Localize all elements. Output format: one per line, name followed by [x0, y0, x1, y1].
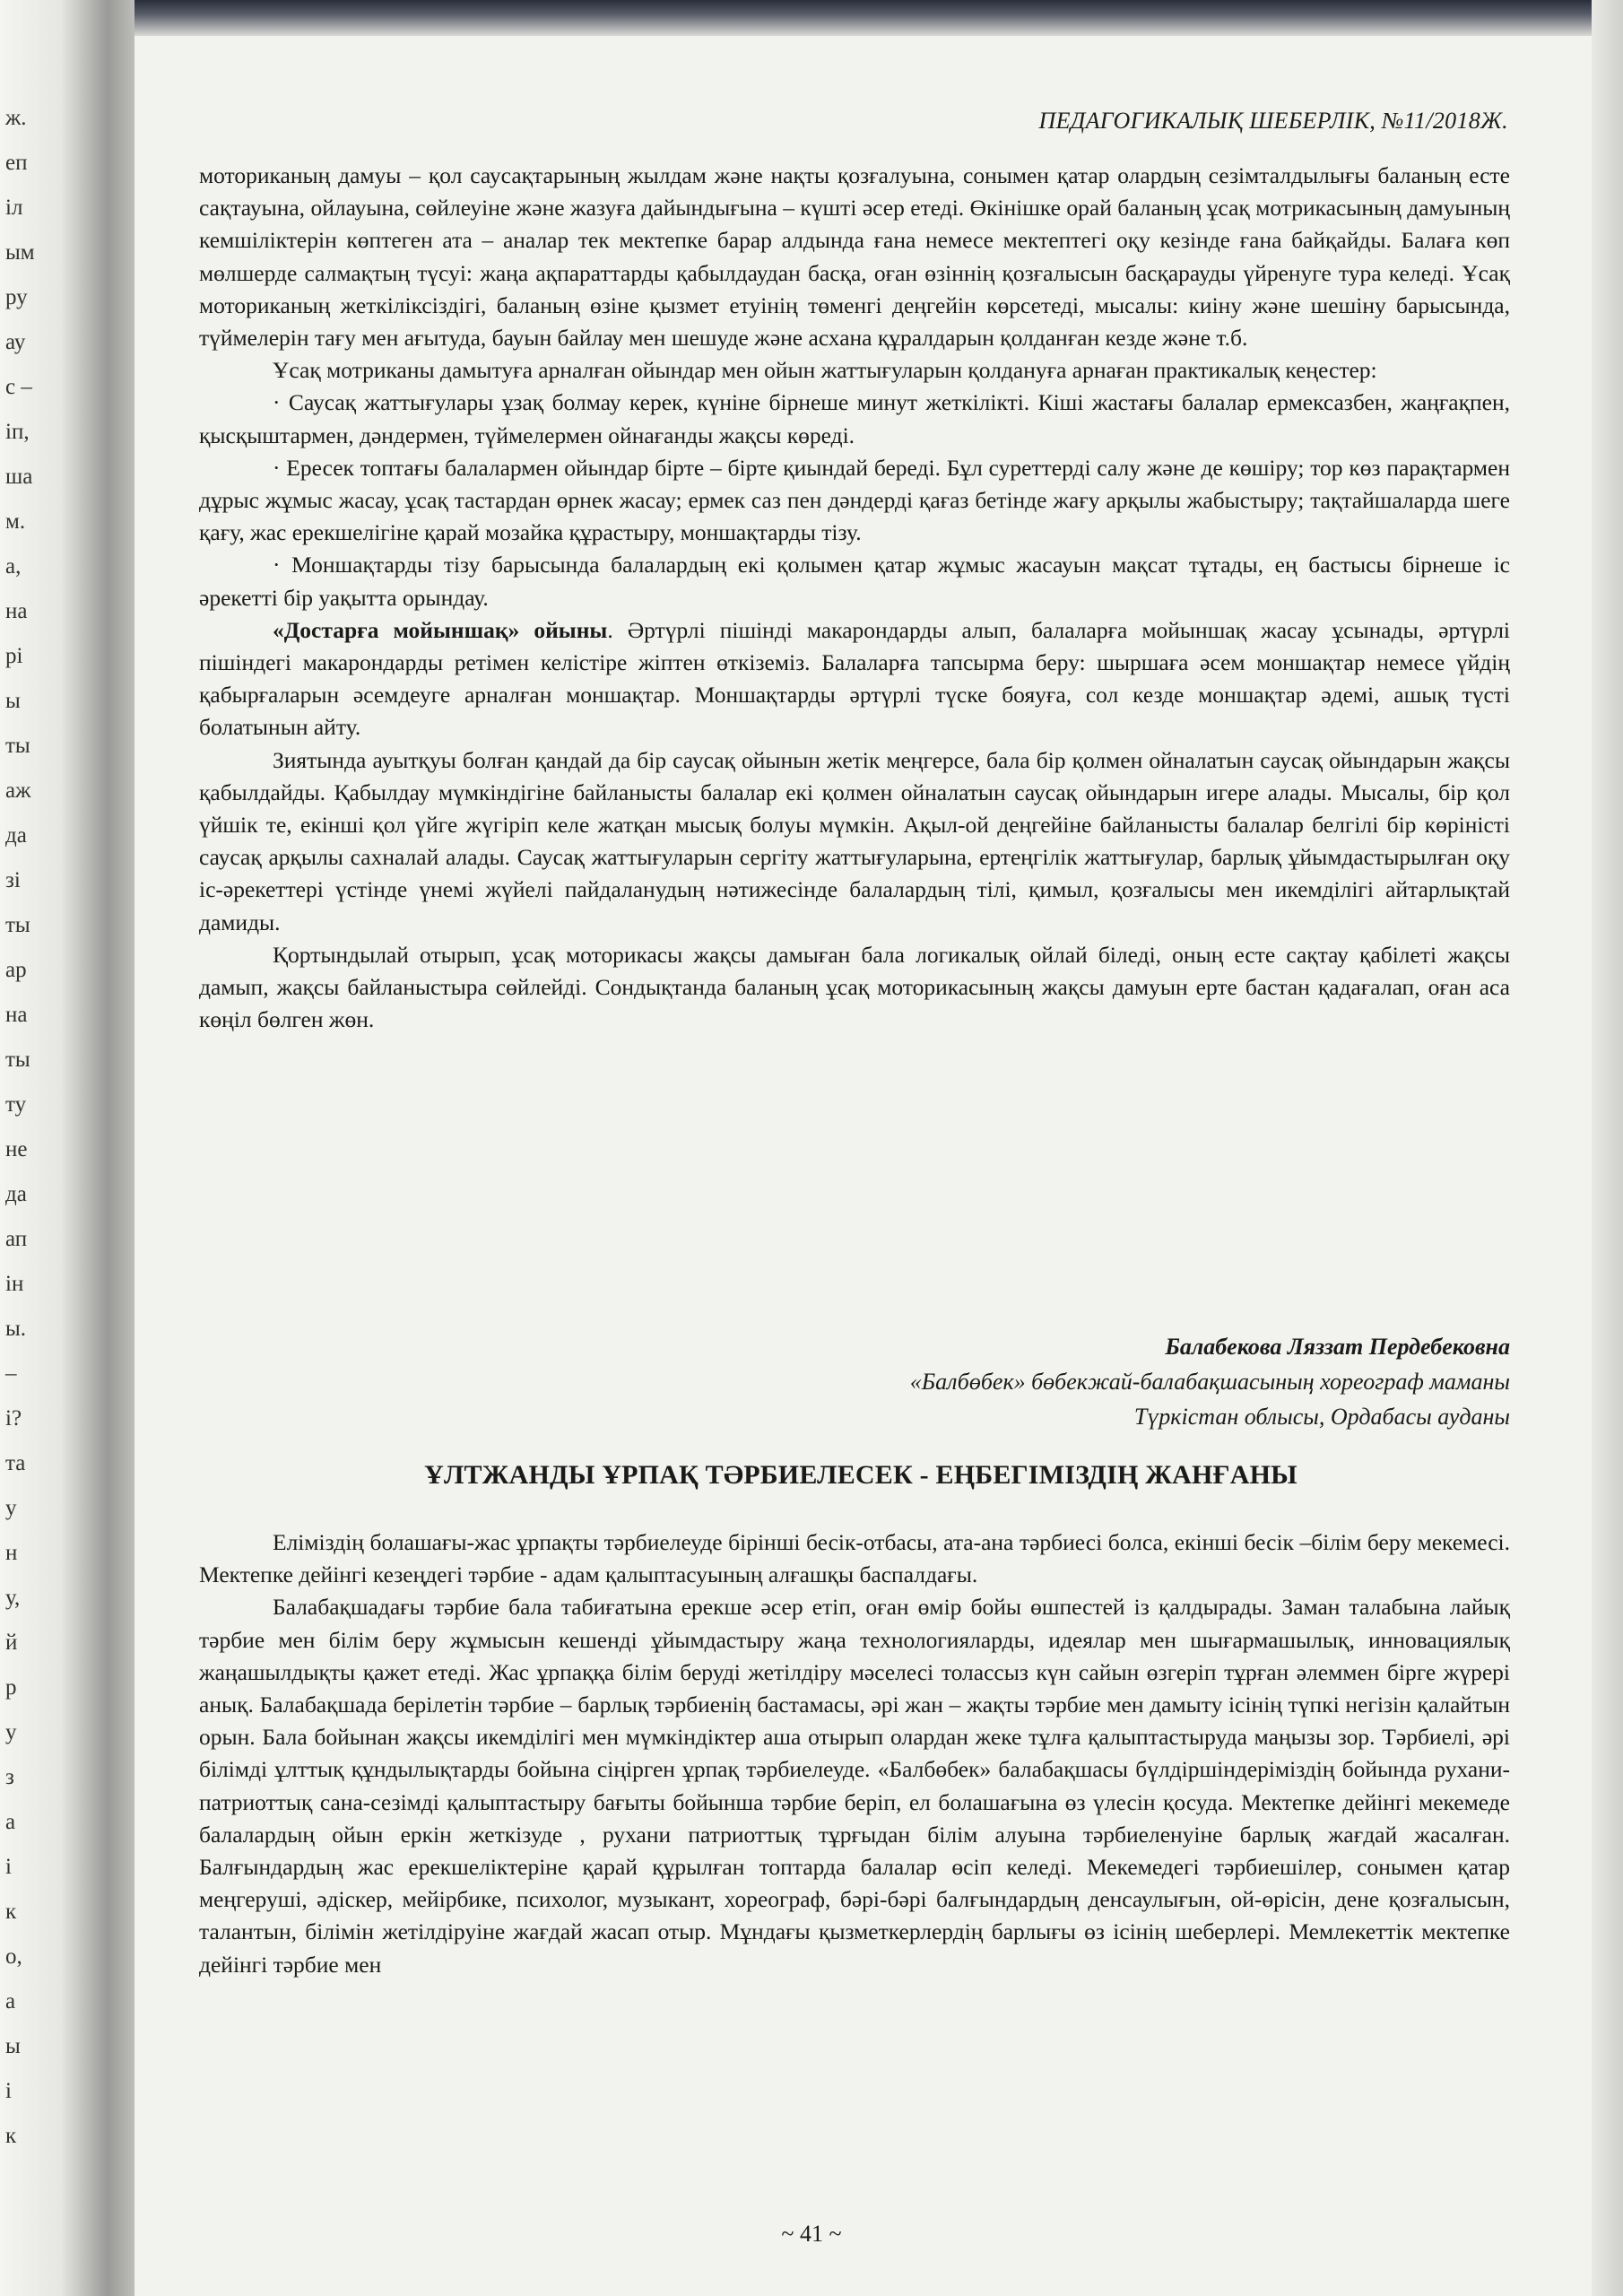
prev-page-fragment: ін [5, 1272, 24, 1296]
page-number: ~ 41 ~ [781, 2221, 842, 2247]
paragraph: моториканың дамуы – қол саусақтарының жылдам және нақты қозғалуына, сонымен қатар олардың сезімталдылығы баланың есте сақтауына, ойлауына, сөйлеуіне және жазуға дайындығына – күшті әсер етеді. Өкінішке орай баланың ұсақ мотрикасының дамуының кемшіліктерін көптеген ата – аналар тек мектепке барар алдында ғана немесе мектептегі оқу кезінде ғана байқайды. Балаға көп мөлшерде салмақтың түсуі: жаңа ақпараттарды қабылдаудан басқа, оған өзіннің қозғалысын басқарауды үйренуге тура келеді. Ұсақ моториканың жеткіліксіздігі, баланың өзіне қызмет етуінің төменгі деңгейін көрсетеді, мысалы: киіну және шешіну барысында, түймелерін тағу мен ағытуда, бауын байлау мен шешуде және асхана құралдарын қолданған кезде және т.б. [199, 162, 1510, 352]
prev-page-fragment: к [5, 1900, 17, 1924]
prev-page-fragment: на [5, 1003, 28, 1027]
prev-page-fragment: ша [5, 465, 33, 489]
paragraph: Қортындылай отырып, ұсақ моторикасы жақсы дамыған бала логикалық ойлай біледі, оның есте сақтау қабілеті жақсы дамып, жақсы байланыстыра сөйлейді. Сондықтанда баланың ұсақ моторикасының жақсы дамуын ерте бастан қадағалап, оған аса көңіл бөлген жөн. [199, 941, 1510, 1033]
prev-page-fragment: іл [5, 196, 23, 220]
prev-page-fragment: ты [5, 913, 30, 937]
prev-page-fragment: зі [5, 868, 21, 892]
author-signature [199, 1329, 1510, 1434]
prev-page-fragment: аж [5, 778, 31, 803]
paragraph: Балабақшадағы тәрбие бала табиғатына ерекше әсер етіп, оған өмір бойы өшпестей із қалдырады. Заман талабына лайық тәрбие мен білім беру жұмысын кешенді ұйымдастыру жаңа технологияларды, идеялар мен шығармашылық, инновациялық жаңашылдықты қажет етеді. Жас ұрпаққа білім беруді жетілдіру мәселесі толассыз күн сайын өзгеріп тұрған әлеммен бірге жүрері анық. Балабақшада берілетін тәрбие – барлық тәрбиенің бастамасы, әрі жан – жақты тәрбие мен дамыту ісінің түпкі негізін қалайтын орын. Бала бойынан жақсы икемділігі мен мүмкіндіктер аша отырып олардан жеке тұлға қалыптастыруда маңызы зор. Тәрбиелі, әрі білімді ұлттық құндылықтарды бойына сіңірген ұрпақ тәрбиелеуде. «Балбөбек» балабақшасы бүлдіршіндеріміздің бойында рухани-патриоттық сана-сезімді қалыптастыру бағыты бойынша тәрбие беріп, ел болашағына өз үлесін қосуда. Мектепке дейінгі мекемеде балалардың ойын еркін жеткізуде , рухани патриоттық тұрғыдан білім алуына тәрбиеленуіне барлық жағдай жасалған. Балғындардың жас ерекшеліктеріне қарай құрылған топтарда балалар өсіп келеді. Мекемедегі тәрбиешілер, сонымен қатар меңгеруші, әдіскер, мейірбике, психолог, музыкант, хореограф, бәрі-бәрі балғындардың денсаулығын, ой-өрісін, дене қозғалысын, талантын, білімін жетілдіруіне жағдай жасап отыр. Мұндағы қызметкерлердің барлығы өз ісінің шеберлері. Мемлекеттік мектепке дейінгі тәрбие мен [199, 1594, 1510, 1978]
prev-page-fragment: й [5, 1631, 18, 1655]
list-item: · Моншақтарды тізу барысында балалардың екі қолымен қатар жұмыс жасауын мақсат тұтады, ең бастысы бірнеше іс әрекетті бір уақытта орындау. [199, 552, 1510, 611]
prev-page-fragment: а [5, 1989, 16, 2013]
prev-page-fragment: рі [5, 644, 23, 668]
prev-page-fragment: ар [5, 958, 27, 982]
prev-page-fragment: на [5, 599, 28, 623]
prev-page-fragment: с – [5, 375, 32, 399]
author-name: Балабекова Ляззат Пердебековна [1165, 1334, 1510, 1360]
prev-page-fragment: з [5, 1765, 14, 1789]
prev-page-fragment: ты [5, 1048, 30, 1072]
prev-page-fragment: ы. [5, 1317, 27, 1341]
paragraph: Ұсақ мотриканы дамытуға арналған ойындар мен ойын жаттығуларын қолдануға арнаған практикалық кеңестер: [273, 357, 1377, 384]
prev-page-fragment: у [5, 1720, 17, 1744]
prev-page-fragment: – [5, 1361, 17, 1386]
paragraph-game [199, 614, 1510, 744]
prev-page-fragment: у, [5, 1586, 21, 1610]
prev-page-fragment: о, [5, 1944, 22, 1969]
prev-page-fragment: ы [5, 689, 21, 713]
prev-page-fragment: ты [5, 734, 30, 758]
prev-page-fragment: а, [5, 554, 22, 578]
prev-page-fragment: і? [5, 1406, 22, 1431]
article2-title: ҰЛТЖАНДЫ ҰРПАҚ ТӘРБИЕЛЕСЕК - ЕҢБЕГІМІЗДІҢ ЖАНҒАНЫ [424, 1460, 1298, 1490]
scan-right-edge [1592, 0, 1623, 2296]
prev-page-fragment: р [5, 1675, 17, 1700]
prev-page-fragment: у [5, 1496, 17, 1520]
prev-page-fragment: м. [5, 509, 26, 534]
prev-page-fragment: да [5, 823, 27, 848]
prev-page-fragment: ру [5, 285, 28, 309]
list-item: · Ересек топтағы балалармен ойындар бірте – бірте қиындай береді. Бұл суреттерді салу және де көшіру; тор көз парақтармен дұрыс жұмыс жасау, ұсақ тастардан өрнек жасау; ермек саз пен дәндерді қағаз бетінде жағу арқылы жабыстыру; тақтайшаларда шеге қағу, жас ерекшелігіне қарай мозайка құрастыру, моншақтарды тізу. [199, 454, 1510, 546]
prev-page-fragment: еп [5, 151, 28, 175]
prev-page-fragment: ж. [5, 106, 27, 130]
previous-page-fragments [0, 0, 72, 2296]
prev-page-fragment: ым [5, 240, 35, 265]
prev-page-fragment: н [5, 1541, 18, 1565]
game-title: «Достарға мойыншақ» ойыны [273, 616, 608, 643]
prev-page-fragment: к [5, 2124, 17, 2148]
prev-page-fragment: а [5, 1810, 16, 1834]
prev-page-fragment: іп, [5, 420, 30, 444]
scan-top-edge [135, 0, 1623, 36]
game-text: . Әртүрлі пішінді макарондарды алып, балаларға мойыншақ жасау ұсынады, әртүрлі пішіндегі макарондарды ретімен келістіре жіптен өткіземіз. Балаларға тапсырма беру: шыршаға әсем моншақтар немесе үйдің қабырғаларын әсемдеуге арналған моншақтар. Моншақтарды әртүрлі түске бояуға, сол кезде моншақтар әдемі, ашық түсті болатынын айту. [199, 616, 1511, 741]
running-header: ПЕДАГОГИКАЛЫҚ ШЕБЕРЛІК, №11/2018Ж. [1038, 108, 1508, 134]
author-position: «Балбөбек» бөбекжай-балабақшасының хореограф маманы [909, 1369, 1510, 1395]
prev-page-fragment: і [5, 2079, 12, 2103]
paragraph: Еліміздің болашағы-жас ұрпақты тәрбиелеуде бірінші бесік-отбасы, ата-ана тәрбиесі болса, екінші бесік –білім беру мекемесі. Мектепке дейінгі кезеңдегі тәрбие - адам қалыптасуының алғашқы баспалдағы. [199, 1529, 1510, 1588]
prev-page-fragment: да [5, 1182, 27, 1206]
article2-body [199, 1526, 1510, 1981]
prev-page-fragment: і [5, 1855, 12, 1879]
prev-page-fragment: та [5, 1451, 26, 1475]
paragraph: Зиятында ауытқуы болған қандай да бір саусақ ойынын жетік меңгерсе, бала бір қолмен ойналатын саусақ ойындарын жақсы қабылдайды. Қабылдау мүмкіндігіне байланысты балалар екі қолмен ойналатын саусақ ойындарын игере алады. Мысалы, бір қол үйшік те, екінші қол үйге жүгіріп келе жатқан мысық болуы мүмкін. Ақыл-ой деңгейіне байланысты балалар белгілі бір көріністі саусақ арқылы сахналай алады. Саусақ жаттығуларын сергіту жаттығуларына, ертеңгілік жаттығулар, барлық ұйымдастырылған оқу іс-әрекеттері үстінде үнемі жүйелі пайдаланудың нәтижесінде балалардың тілі, қимыл, қозғалысы мен икемділігі айтарлықтай дамиды. [199, 746, 1510, 935]
author-location: Түркістан облысы, Ордабасы ауданы [1133, 1404, 1510, 1430]
article1-body [199, 160, 1510, 1036]
prev-page-fragment: ау [5, 330, 26, 354]
prev-page-fragment: не [5, 1137, 28, 1161]
prev-page-fragment: ту [5, 1092, 27, 1117]
list-item: · Саусақ жаттығулары ұзақ болмау керек, күніне бірнеше минут жеткілікті. Кіші жастағы балалар ермексазбен, жаңғақпен, қысқыштармен, дәндермен, түймелермен ойнағанды жақсы көреді. [199, 389, 1510, 448]
prev-page-fragment: ы [5, 2034, 21, 2058]
prev-page-fragment: ап [5, 1227, 28, 1251]
